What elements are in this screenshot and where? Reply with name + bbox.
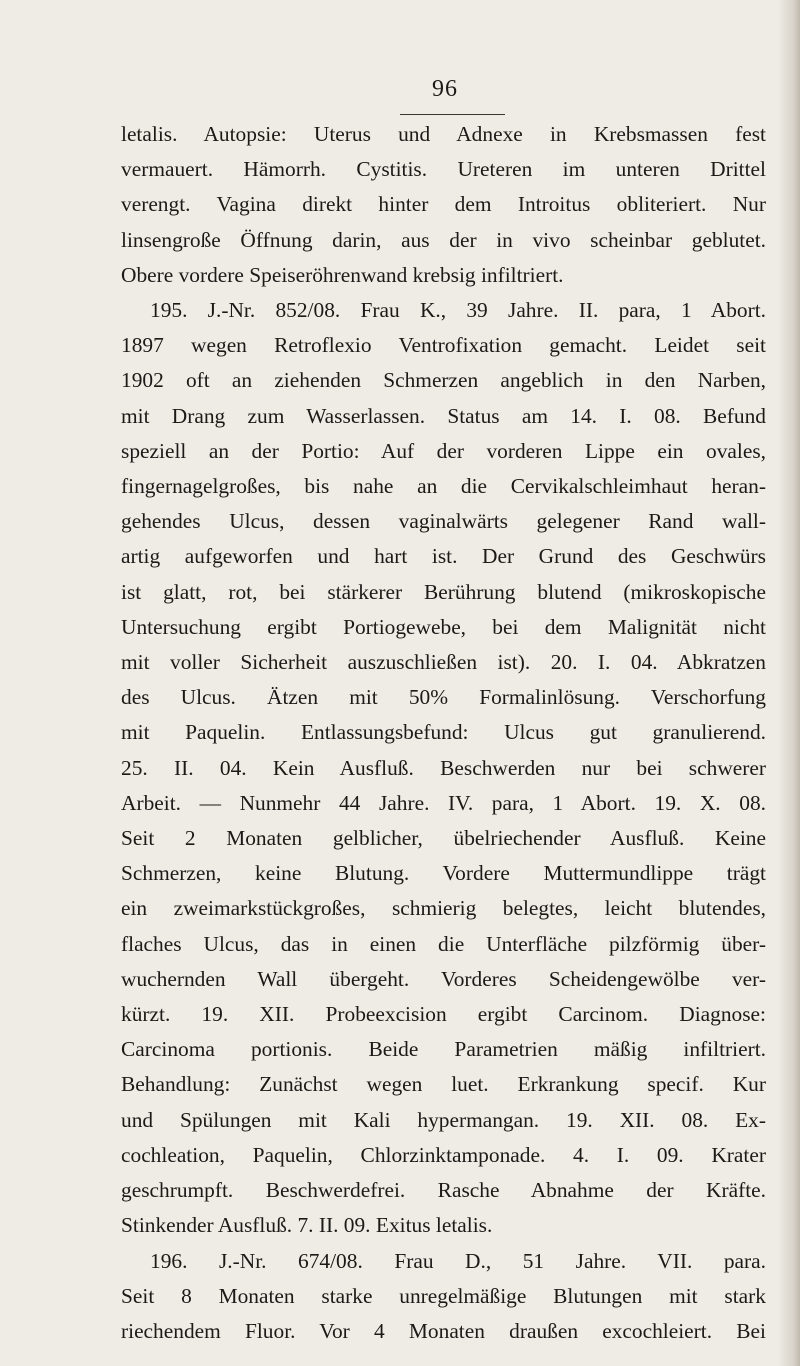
page-number-rule: [400, 114, 505, 115]
text-line: mit Paquelin. Entlassungsbefund: Ulcus gut granulierend.: [121, 720, 766, 745]
text-line: Seit 8 Monaten starke unregelmäßige Blutungen mit stark: [121, 1283, 766, 1308]
text-line: 1902 oft an ziehenden Schmerzen angeblich in den Narben,: [121, 368, 766, 393]
text-line: mit Drang zum Wasserlassen. Status am 14. I. 08. Befund: [121, 403, 766, 428]
text-line: cochleation, Paquelin, Chlorzinktamponade. 4. I. 09. Krater: [121, 1142, 766, 1167]
text-line: Seit 2 Monaten gelblicher, übelriechender Ausfluß. Keine: [121, 826, 766, 851]
text-line: kürzt. 19. XII. Probeexcision ergibt Carcinom. Diagnose:: [121, 1002, 766, 1027]
page-number: 96: [432, 76, 458, 102]
text-line: mit voller Sicherheit auszuschließen ist). 20. I. 04. Abkratzen: [121, 650, 766, 675]
text-line: Stinkender Ausfluß. 7. II. 09. Exitus letalis.: [121, 1213, 493, 1238]
text-line-case-196: 196. J.-Nr. 674/08. Frau D., 51 Jahre. VII. para.: [150, 1248, 766, 1273]
text-line: letalis. Autopsie: Uterus und Adnexe in Krebsmassen fest: [121, 122, 766, 146]
text-line: flaches Ulcus, das in einen die Unterfläche pilzförmig über-: [121, 931, 766, 956]
text-line: Untersuchung ergibt Portiogewebe, bei dem Malignität nicht: [121, 614, 766, 639]
text-line: 1897 wegen Retroflexio Ventrofixation gemacht. Leidet seit: [121, 333, 766, 358]
text-line: geschrumpft. Beschwerdefrei. Rasche Abnahme der Kräfte.: [121, 1178, 766, 1203]
text-line: ist glatt, rot, bei stärkerer Berührung blutend (mikroskopische: [121, 579, 766, 604]
text-line: wuchernden Wall übergeht. Vorderes Scheidengewölbe ver-: [121, 966, 766, 991]
text-line: verengt. Vagina direkt hinter dem Introitus obliteriert. Nur: [121, 192, 766, 217]
text-line: linsengroße Öffnung darin, aus der in vivo scheinbar geblutet.: [121, 227, 766, 252]
text-line: Obere vordere Speiseröhrenwand krebsig infiltriert.: [121, 262, 564, 287]
body-text: [121, 117, 766, 1349]
text-line: und Spülungen mit Kali hypermangan. 19. XII. 08. Ex-: [121, 1107, 766, 1132]
text-line: vermauert. Hämorrh. Cystitis. Ureteren im unteren Drittel: [121, 157, 766, 182]
text-line: Arbeit. — Nunmehr 44 Jahre. IV. para, 1 Abort. 19. X. 08.: [121, 790, 766, 815]
text-line: Carcinoma portionis. Beide Parametrien mäßig infiltriert.: [121, 1037, 766, 1062]
text-line: Behandlung: Zunächst wegen luet. Erkrankung specif. Kur: [121, 1072, 766, 1097]
text-line: Schmerzen, keine Blutung. Vordere Muttermundlippe trägt: [121, 861, 766, 886]
text-line: speziell an der Portio: Auf der vorderen Lippe ein ovales,: [121, 438, 766, 463]
text-line: 25. II. 04. Kein Ausfluß. Beschwerden nur bei schwerer: [121, 755, 766, 780]
text-line: fingernagelgroßes, bis nahe an die Cervikalschleimhaut heran-: [121, 474, 766, 499]
text-line: ein zweimarkstückgroßes, schmierig belegtes, leicht blutendes,: [121, 896, 766, 921]
text-line: des Ulcus. Ätzen mit 50% Formalinlösung. Verschorfung: [121, 685, 766, 710]
text-line: artig aufgeworfen und hart ist. Der Grund des Geschwürs: [121, 544, 766, 569]
page-edge-shadow: [778, 0, 800, 1366]
text-line: gehendes Ulcus, dessen vaginalwärts gelegener Rand wall-: [121, 509, 766, 534]
text-line: riechendem Fluor. Vor 4 Monaten draußen excochleiert. Bei: [121, 1318, 766, 1343]
text-line-case-195: 195. J.-Nr. 852/08. Frau K., 39 Jahre. II. para, 1 Abort.: [150, 298, 766, 323]
